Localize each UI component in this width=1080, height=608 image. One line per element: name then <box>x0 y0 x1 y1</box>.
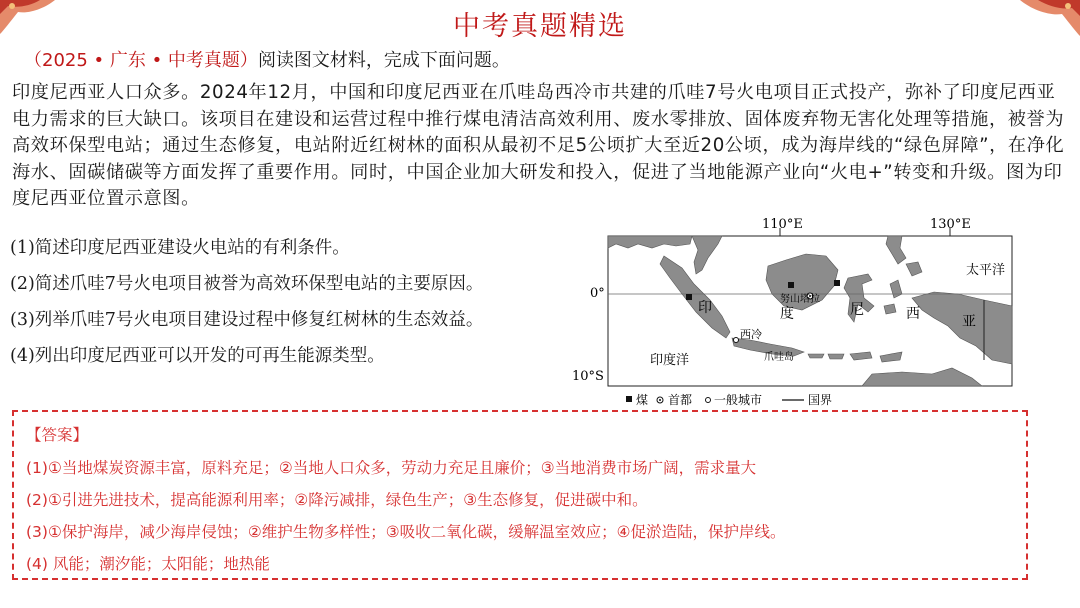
answer-item: (4) 风能；潮汐能；太阳能；地热能 <box>26 555 270 573</box>
answer-item: (3)①保护海岸，减少海岸侵蚀；②维护生物多样性；③吸收二氧化碳，缓解温室效应；④促淤造陆，保护岸线。 <box>26 523 786 541</box>
lon-label-130: 130°E <box>930 217 971 232</box>
country-char: 印 <box>698 300 712 316</box>
country-char: 度 <box>780 306 794 322</box>
answer-box <box>12 410 1028 580</box>
instruction-text: 阅读图文材料，完成下面问题。 <box>257 50 510 71</box>
map-label-indian-ocean: 印度洋 <box>650 353 690 368</box>
question-source: （2025 • 广东 • 中考真题） <box>24 50 258 71</box>
indonesia-location-map <box>572 214 1034 410</box>
question-source-line <box>24 46 510 72</box>
question-item: (2)简述爪哇7号火电项目被誉为高效环保型电站的主要原因。 <box>10 274 484 294</box>
map-label-nusantara: 努山塔拉 <box>780 294 820 305</box>
answer-heading: 【答案】 <box>26 426 89 444</box>
question-item: (1)简述印度尼西亚建设火电站的有利条件。 <box>10 238 350 258</box>
map-legend <box>626 392 832 407</box>
coal-marker <box>834 280 840 286</box>
coal-marker <box>686 294 692 300</box>
reading-passage: 印度尼西亚人口众多。2024年12月，中国和印度尼西亚在爪哇岛西冷市共建的爪哇7号火电项目正式投产，弥补了印度尼西亚电力需求的巨大缺口。该项目在建设和运营过程中推行煤电清洁高效利用、废水零排放、固体废弃物无害化处理等措施，被誉为高效环保型电站；通过生态修复，电站附近红树林的面积从最初不足5公顷扩大至近20公顷，成为海岸线的“绿色屏障”，在净化海水、固碳储碳等方面发挥了重要作用。同时，中国企业加大研发和投入，促进了当地能源产业向“火电+”转变和升级。图为印度尼西亚位置示意图。 <box>12 82 1065 209</box>
answer-item: (1)①当地煤炭资源丰富，原料充足；②当地人口众多，劳动力充足且廉价；③当地消费市场广阔，需求量大 <box>26 459 757 477</box>
map-label-serang: 西冷 <box>740 328 762 341</box>
map-label-pacific: 太平洋 <box>966 263 1006 278</box>
legend-city: 一般城市 <box>714 393 763 407</box>
question-item: (4)列出印度尼西亚可以开发的可再生能源类型。 <box>10 346 385 366</box>
country-char: 尼 <box>850 302 864 318</box>
lat-label-0: 0° <box>590 286 605 301</box>
lat-label-10s: 10°S <box>572 369 604 384</box>
legend-border: 国界 <box>808 393 833 407</box>
page-title: 中考真题精选 <box>453 11 627 42</box>
question-item: (3)列举爪哇7号火电项目建设过程中修复红树林的生态效益。 <box>10 310 484 330</box>
coal-marker <box>788 282 794 288</box>
answer-item: (2)①引进先进技术，提高能源利用率；②降污减排，绿色生产；③生态修复，促进碳中和。 <box>26 491 648 509</box>
lon-label-110: 110°E <box>762 217 803 232</box>
question-list <box>10 236 570 380</box>
map-label-java: 爪哇岛 <box>764 352 794 363</box>
legend-capital: 首都 <box>668 393 693 407</box>
country-char: 西 <box>906 306 920 322</box>
legend-coal: 煤 <box>636 393 649 407</box>
country-char: 亚 <box>962 314 976 330</box>
